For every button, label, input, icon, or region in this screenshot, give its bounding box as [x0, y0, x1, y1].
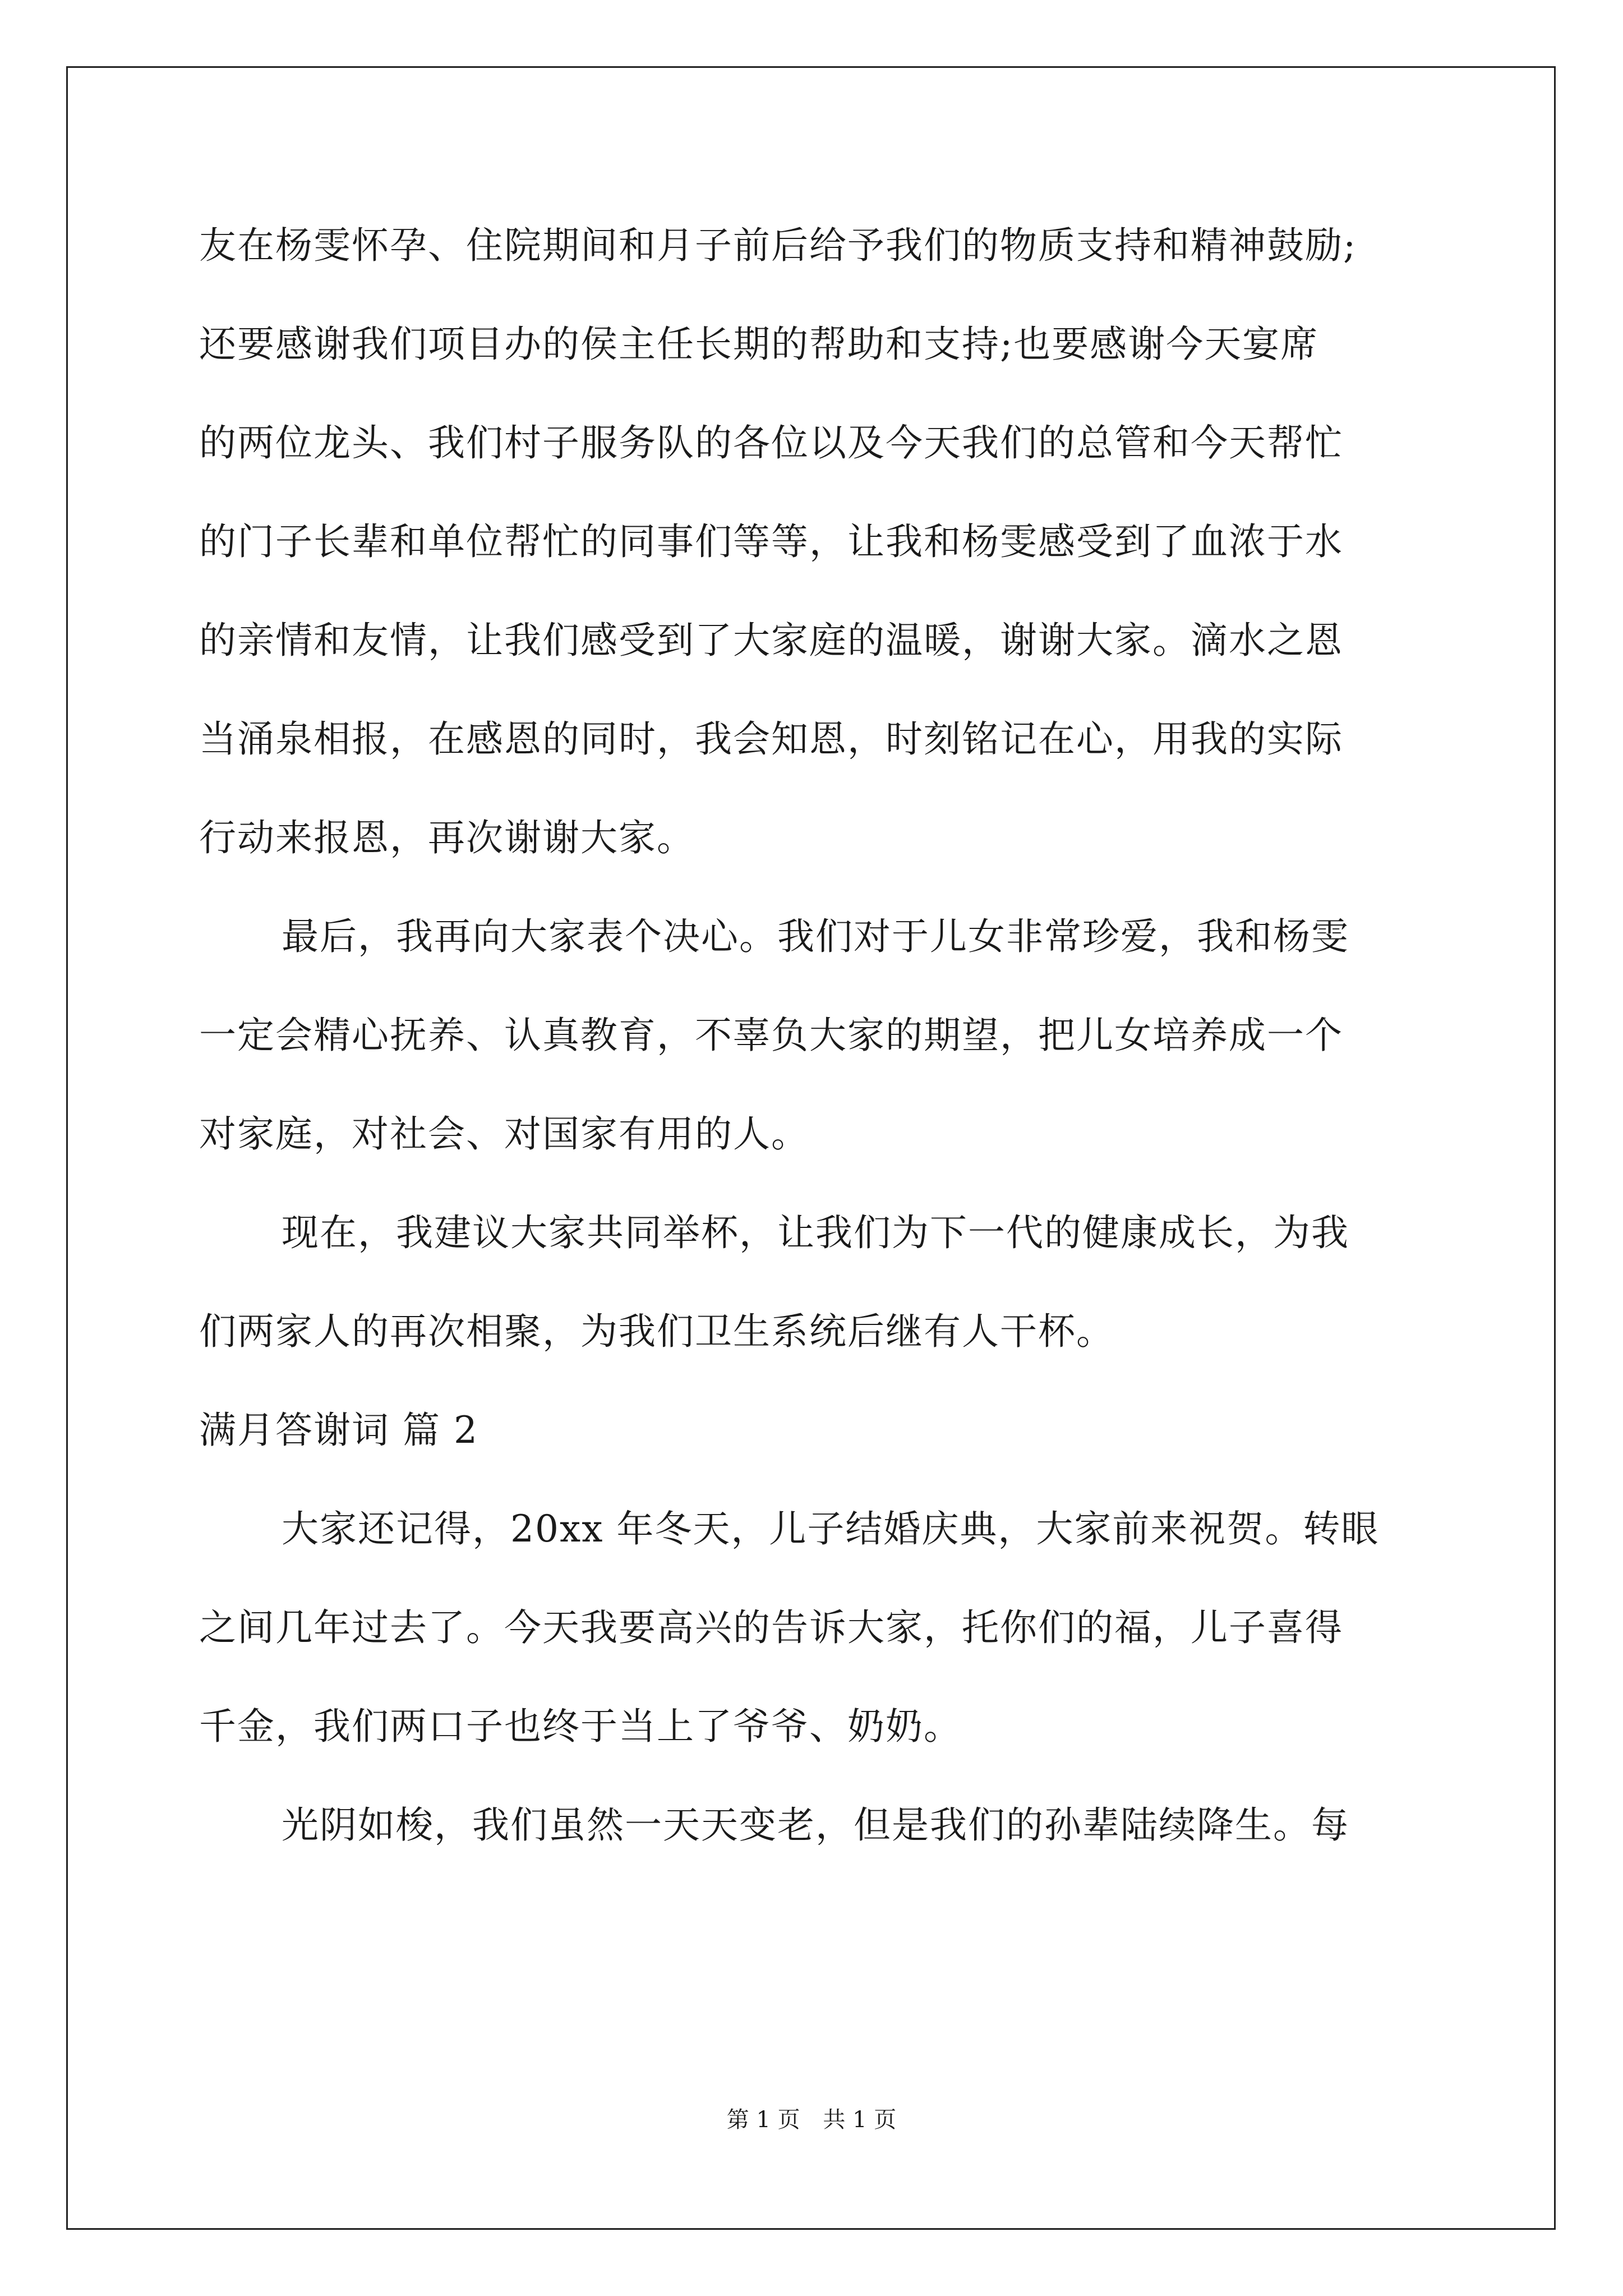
text-line: 还要感谢我们项目办的侯主任长期的帮助和支持;也要感谢今天宴席 — [199, 323, 1319, 366]
page-footer — [0, 2106, 1623, 2134]
text-line: 们两家人的再次相聚，为我们卫生系统后继有人干杯。 — [199, 1310, 1114, 1353]
text-line: 大家还记得，20xx 年冬天，儿子结婚庆典，大家前来祝贺。转眼 — [282, 1507, 1380, 1550]
page-number: 第 1 页 — [726, 2107, 800, 2133]
text-line: 行动来报恩，再次谢谢大家。 — [199, 816, 695, 859]
text-line: 的门子长辈和单位帮忙的同事们等等，让我和杨雯感受到了血浓于水 — [199, 520, 1343, 563]
text-line: 的亲情和友情，让我们感受到了大家庭的温暖，谢谢大家。滴水之恩 — [199, 619, 1343, 662]
text-line: 友在杨雯怀孕、住院期间和月子前后给予我们的物质支持和精神鼓励; — [199, 224, 1357, 267]
text-line: 一定会精心抚养、认真教育，不辜负大家的期望，把儿女培养成一个 — [199, 1014, 1343, 1057]
text-line: 的两位龙头、我们村子服务队的各位以及今天我们的总管和今天帮忙 — [199, 421, 1343, 464]
text-line: 现在，我建议大家共同举杯，让我们为下一代的健康成长，为我 — [282, 1211, 1349, 1254]
text-line: 当涌泉相报，在感恩的同时，我会知恩，时刻铭记在心，用我的实际 — [199, 717, 1343, 761]
section-heading: 满月答谢词 篇 2 — [199, 1409, 478, 1452]
page-total: 共 1 页 — [823, 2107, 897, 2133]
text-line: 最后，我再向大家表个决心。我们对于儿女非常珍爱，我和杨雯 — [282, 915, 1349, 958]
text-line: 光阴如梭，我们虽然一天天变老，但是我们的孙辈陆续降生。每 — [282, 1803, 1349, 1847]
text-line: 之间几年过去了。今天我要高兴的告诉大家，托你们的福，儿子喜得 — [199, 1606, 1343, 1649]
text-line: 对家庭，对社会、对国家有用的人。 — [199, 1112, 809, 1156]
text-line: 千金，我们两口子也终于当上了爷爷、奶奶。 — [199, 1705, 962, 1748]
